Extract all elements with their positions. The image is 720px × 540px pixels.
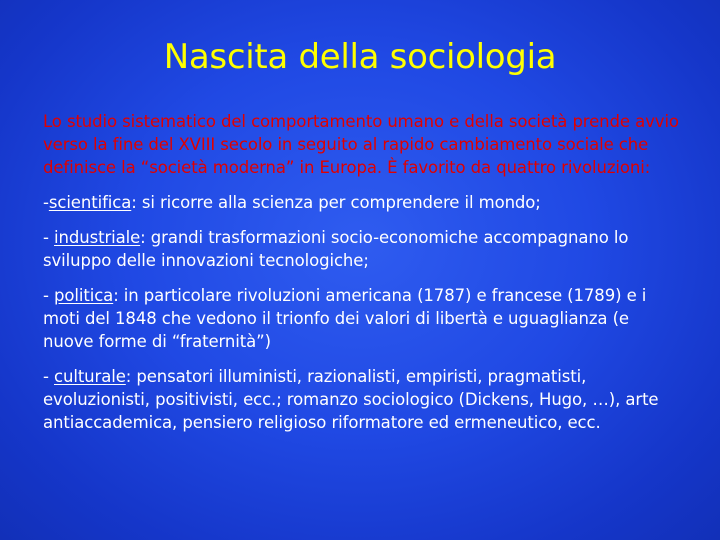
item-prefix: - (43, 193, 49, 212)
item-prefix: - (43, 286, 54, 305)
item-text: : in particolare rivoluzioni americana (1787) e francese (1789) e i moti del 1848 che vedono il trionfo dei valori di libertà e uguaglianza (e nuove forme di “fraternità”) (43, 286, 647, 351)
list-item-culturale (43, 365, 683, 434)
slide-content (43, 110, 683, 446)
list-item-scientifica (43, 191, 683, 214)
item-term-scientifica: scientifica (48, 193, 132, 212)
list-item-politica (43, 284, 683, 353)
item-prefix: - (43, 228, 54, 247)
item-text: : pensatori illuministi, razionalisti, empiristi, pragmatisti, evoluzionisti, positivisti, ecc.; romanzo sociologico (Dickens, Hugo, …), arte antiaccademica, pensiero religioso riformatore ed ermeneutico, ecc. (43, 367, 659, 432)
item-prefix: - (43, 367, 54, 386)
item-text: : grandi trasformazioni socio-economiche accompagnano lo sviluppo delle innovazioni tecnologiche; (43, 228, 629, 270)
item-term-politica: politica (54, 286, 114, 305)
intro-paragraph: Lo studio sistematico del comportamento umano e della società prende avvio verso la fine del XVIII secolo in seguito al rapido cambiamento sociale che definisce la “società moderna” in Europa. È favorito da quattro rivoluzioni: (43, 112, 679, 177)
item-text: : si ricorre alla scienza per comprendere il mondo; (131, 193, 541, 212)
item-term-culturale: culturale (54, 367, 126, 386)
slide-title: Nascita della sociologia (163, 37, 557, 77)
list-item-industriale (43, 226, 683, 272)
item-term-industriale: industriale (54, 228, 141, 247)
